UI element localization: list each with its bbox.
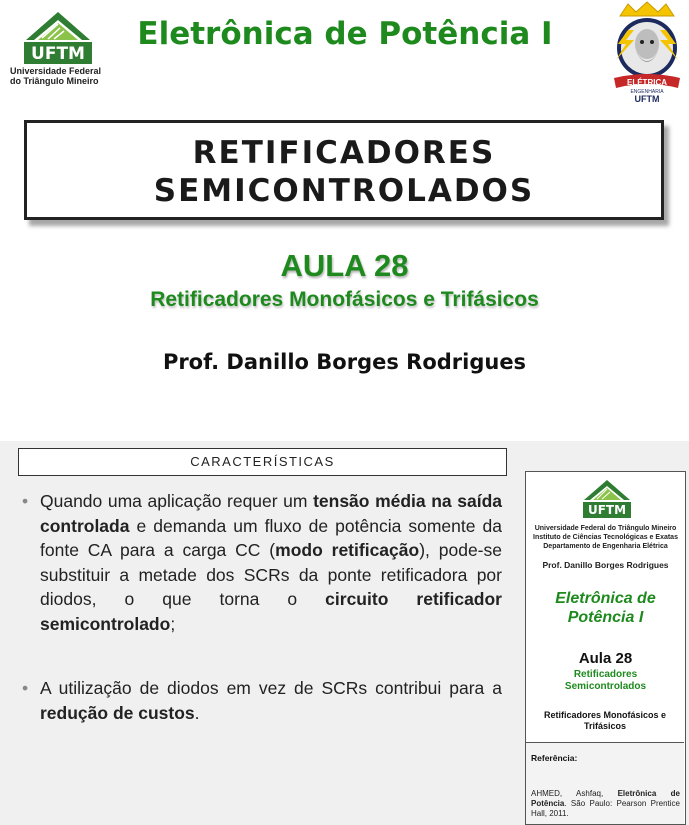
sidebar-sub-line1: Retificadores (573, 669, 638, 680)
sidebar-course-line2: Potência I (567, 609, 644, 626)
bullet2-text1: A utilização de diodos em vez de SCRs contribui para a (40, 678, 502, 698)
badge-line1: ELÉTRICA (627, 78, 667, 87)
bullet2-text2: . (194, 702, 200, 723)
sidebar-lesson: Aula 28 (578, 650, 633, 667)
sidebar-sub-line2: Semicontrolados (564, 681, 647, 692)
uftm-logo-text: UFTM (31, 44, 85, 64)
bullet-dot-icon: • (22, 491, 29, 511)
lesson-number: AULA 28 (280, 248, 409, 283)
bullet1-text2: e demanda um fluxo de potência somente da fonte CA para a carga CC ( (40, 515, 502, 560)
sidebar-professor: Prof. Danillo Borges Rodrigues (542, 560, 669, 570)
sidebar-topic-line2: Trifásicos (583, 721, 627, 731)
bullet-list (22, 489, 502, 725)
bullet-dot-icon: • (22, 678, 29, 698)
badge-line3: UFTM (634, 94, 660, 104)
sidebar-topic (532, 710, 678, 732)
sidebar-topic-line1: Retificadores Monofásicos e (543, 710, 667, 720)
main-title-line2: SEMICONTROLADOS (153, 173, 535, 209)
professor-name: Prof. Danillo Borges Rodrigues (162, 350, 527, 374)
course-title: Eletrônica de Potência I (137, 16, 553, 52)
sidebar-logo-text: UFTM (587, 503, 627, 517)
sidebar-institution (526, 524, 685, 551)
bullet1-bold3: circuito retificador semicontrolado (40, 589, 502, 634)
reference-body (531, 789, 680, 819)
electrical-engineering-badge (606, 0, 688, 104)
reference-book-title: Eletrônica de Potência (531, 789, 680, 808)
sidebar-subtitle (526, 669, 685, 693)
institution-line2: do Triângulo Mineiro (10, 76, 99, 86)
institution-line1: Universidade Federal (10, 66, 102, 76)
sidebar-course (526, 589, 685, 627)
bullet2-bold1: redução de custos (40, 702, 195, 723)
reference-title: Referência: (531, 753, 578, 763)
bullet1-text1: Quando uma aplicação requer um (40, 491, 314, 511)
reference-publisher: . São Paulo: Pearson Prentice Hall, 2011. (531, 799, 680, 818)
section-title: CARACTERÍSTICAS (18, 448, 507, 476)
badge-line2: ENGENHARIA (630, 89, 664, 95)
lesson-subtitle: Retificadores Monofásicos e Trifásicos (150, 288, 539, 311)
main-title-line1: RETIFICADORES (192, 135, 496, 171)
bullet1-bold2: modo retificação (275, 540, 420, 560)
bullet-item (22, 676, 502, 725)
sidebar-uftm-logo (574, 476, 640, 528)
sidebar-course-line1: Eletrônica de (555, 590, 656, 607)
bullet-item (22, 489, 502, 636)
sidebar-inst-line3: Departamento de Engenharia Elétrica (543, 543, 668, 550)
reference-box (526, 742, 684, 824)
bullet1-text4: ; (170, 613, 176, 634)
bullet1-text3: ), pode-se substituir a metade dos SCRs da ponte retificadora por diodos, o que torna o (40, 540, 502, 609)
sidebar-panel (525, 471, 686, 825)
sidebar-inst-line2: Instituto de Ciências Tecnológicas e Exatas (533, 534, 678, 541)
content-slide (0, 441, 689, 825)
reference-author: AHMED, Ashfaq, (531, 789, 618, 798)
institution-caption (4, 66, 120, 86)
bullet1-bold1: tensão média na saída controlada (40, 491, 502, 536)
main-title-box (24, 120, 664, 220)
sidebar-inst-line1: Universidade Federal do Triângulo Mineiro (534, 525, 677, 532)
